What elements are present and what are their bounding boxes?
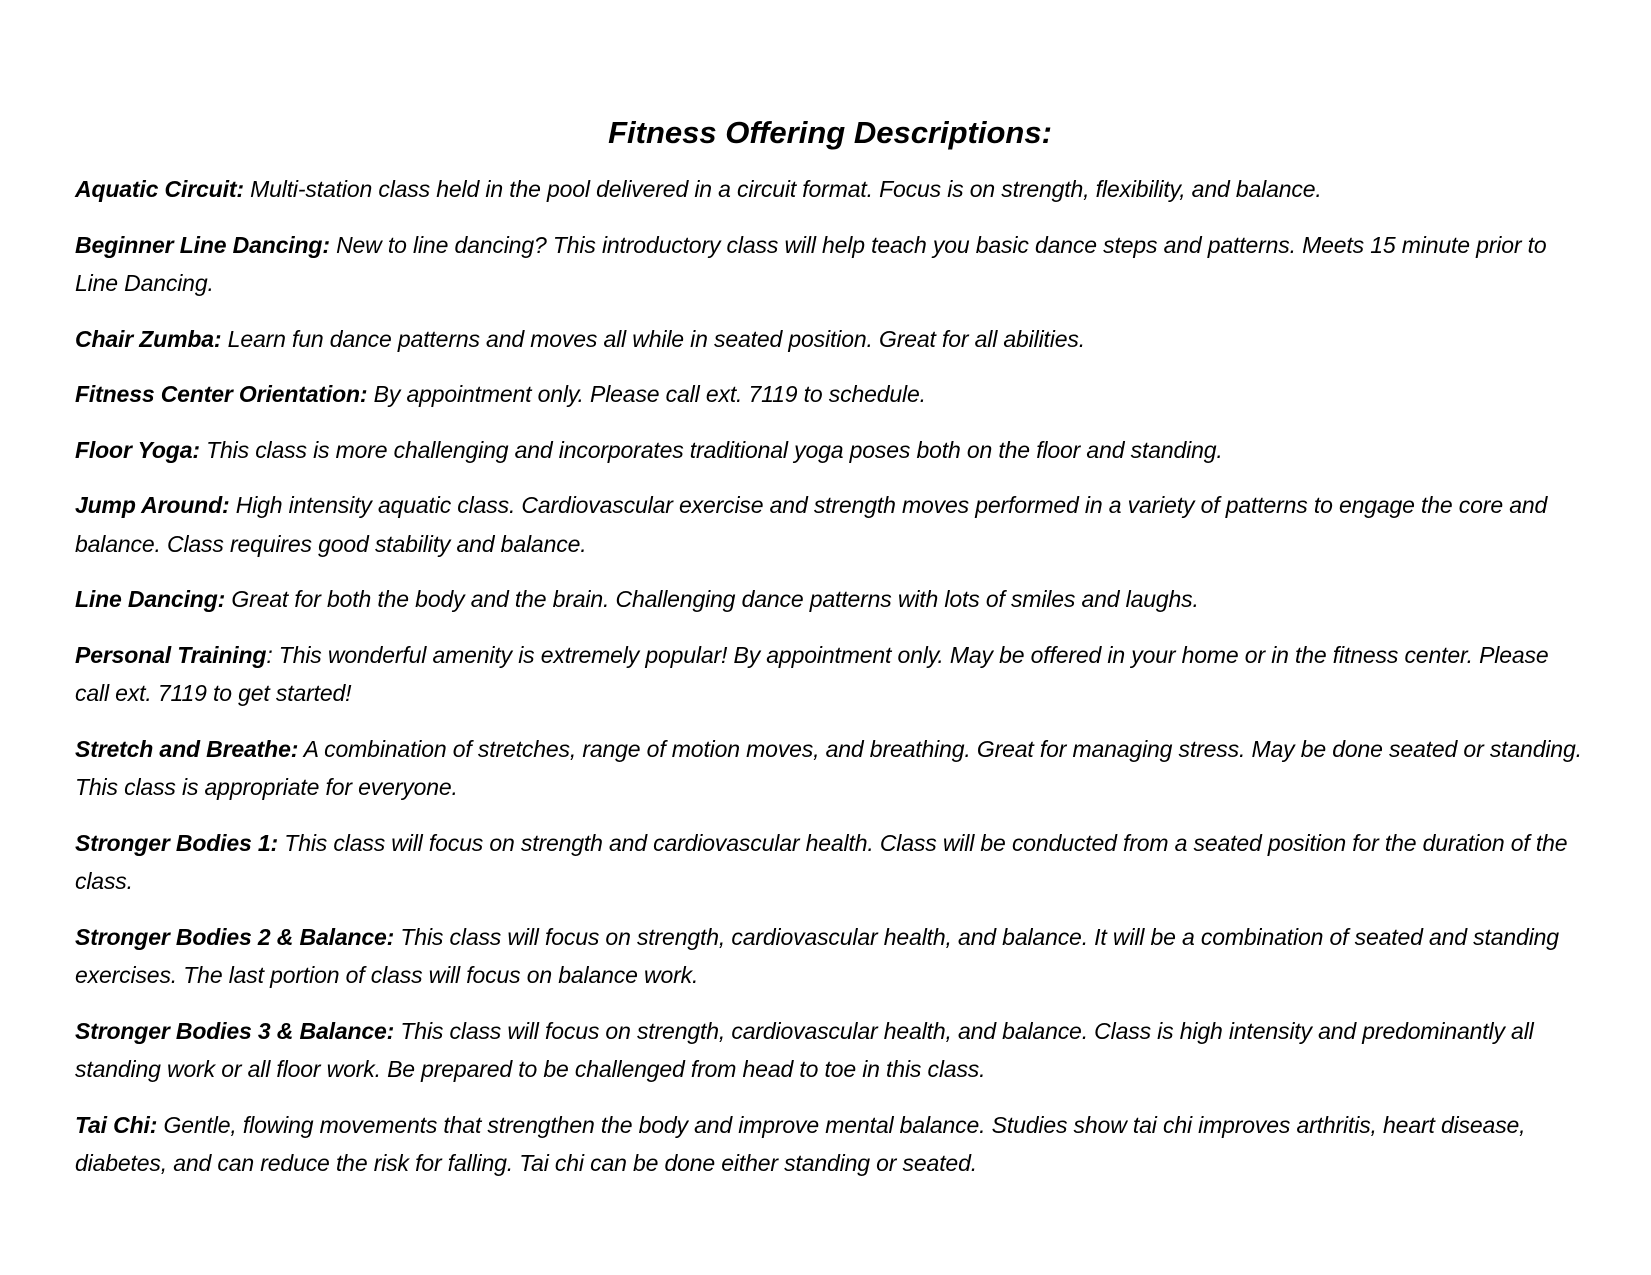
entry-description: By appointment only. Please call ext. 7119 to schedule. bbox=[367, 381, 926, 407]
entry-term: Fitness Center Orientation: bbox=[75, 381, 368, 407]
entry-tai-chi bbox=[75, 1106, 1585, 1183]
entry-term: Personal Training bbox=[75, 641, 267, 668]
entry-term: Jump Around: bbox=[75, 492, 230, 518]
entry-description: New to line dancing? This introductory class will help teach you basic dance steps and patterns. Meets 15 minute prior to Line Dancing. bbox=[75, 231, 1547, 296]
entry-stretch-and-breathe bbox=[75, 730, 1585, 807]
entry-term: Stronger Bodies 2 & Balance: bbox=[75, 923, 395, 950]
entry-description: : This wonderful amenity is extremely popular! By appointment only. May be offered in your home or in the fitness center. Please call ext. 7119 to get started! bbox=[75, 641, 1549, 706]
entry-fitness-center-orientation bbox=[75, 375, 1585, 414]
entry-description: A combination of stretches, range of motion moves, and breathing. Great for managing stress. May be done seated or standing. This class is appropriate for everyone. bbox=[75, 735, 1582, 800]
entry-chair-zumba bbox=[75, 320, 1585, 359]
entry-description: Great for both the body and the brain. Challenging dance patterns with lots of smiles and laughs. bbox=[225, 586, 1199, 612]
entry-description: Learn fun dance patterns and moves all while in seated position. Great for all abilities. bbox=[221, 325, 1085, 352]
entry-personal-training bbox=[75, 636, 1585, 713]
entry-stronger-bodies-1 bbox=[75, 824, 1585, 901]
entry-term: Line Dancing: bbox=[75, 586, 226, 612]
entry-beginner-line-dancing bbox=[75, 226, 1585, 303]
entry-description: This class will focus on strength and cardiovascular health. Class will be conducted from a seated position for the duration of the class. bbox=[75, 829, 1568, 894]
entry-term: Chair Zumba: bbox=[75, 325, 222, 352]
entry-stronger-bodies-3-balance bbox=[75, 1012, 1585, 1089]
entry-stronger-bodies-2-balance bbox=[75, 918, 1585, 995]
entry-description: This class is more challenging and incorporates traditional yoga poses both on the floor and standing. bbox=[199, 436, 1223, 463]
entry-term: Stronger Bodies 1: bbox=[75, 829, 279, 856]
entry-description: This class will focus on strength, cardiovascular health, and balance. Class is high intensity and predominantly all standing work or all floor work. Be prepared to be challenged from head to toe in this class. bbox=[75, 1017, 1534, 1082]
entry-aquatic-circuit bbox=[75, 170, 1585, 209]
entry-description: This class will focus on strength, cardiovascular health, and balance. It will be a combination of seated and standing exercises. The last portion of class will focus on balance work. bbox=[75, 923, 1559, 988]
entry-line-dancing bbox=[75, 580, 1585, 619]
entry-term: Stretch and Breathe: bbox=[75, 735, 299, 762]
entry-description: Gentle, flowing movements that strengthen the body and improve mental balance. Studies show tai chi improves arthritis, heart disease, diabetes, and can reduce the risk for falling. Tai chi can be done either standing or seated. bbox=[75, 1111, 1526, 1176]
entry-term: Stronger Bodies 3 & Balance: bbox=[75, 1017, 395, 1044]
entry-floor-yoga bbox=[75, 431, 1585, 470]
document-page bbox=[75, 113, 1585, 1200]
entry-term: Floor Yoga: bbox=[75, 436, 200, 463]
entry-description: Multi-station class held in the pool delivered in a circuit format. Focus is on strength, flexibility, and balance. bbox=[243, 176, 1322, 202]
entry-jump-around bbox=[75, 486, 1585, 563]
entry-term: Tai Chi: bbox=[75, 1111, 158, 1138]
entry-term: Aquatic Circuit: bbox=[75, 176, 244, 202]
entry-description: High intensity aquatic class. Cardiovascular exercise and strength moves performed in a variety of patterns to engage the core and balance. Class requires good stability and balance. bbox=[75, 492, 1548, 557]
page-title: Fitness Offering Descriptions: bbox=[608, 115, 1052, 150]
entry-term: Beginner Line Dancing: bbox=[75, 231, 330, 258]
